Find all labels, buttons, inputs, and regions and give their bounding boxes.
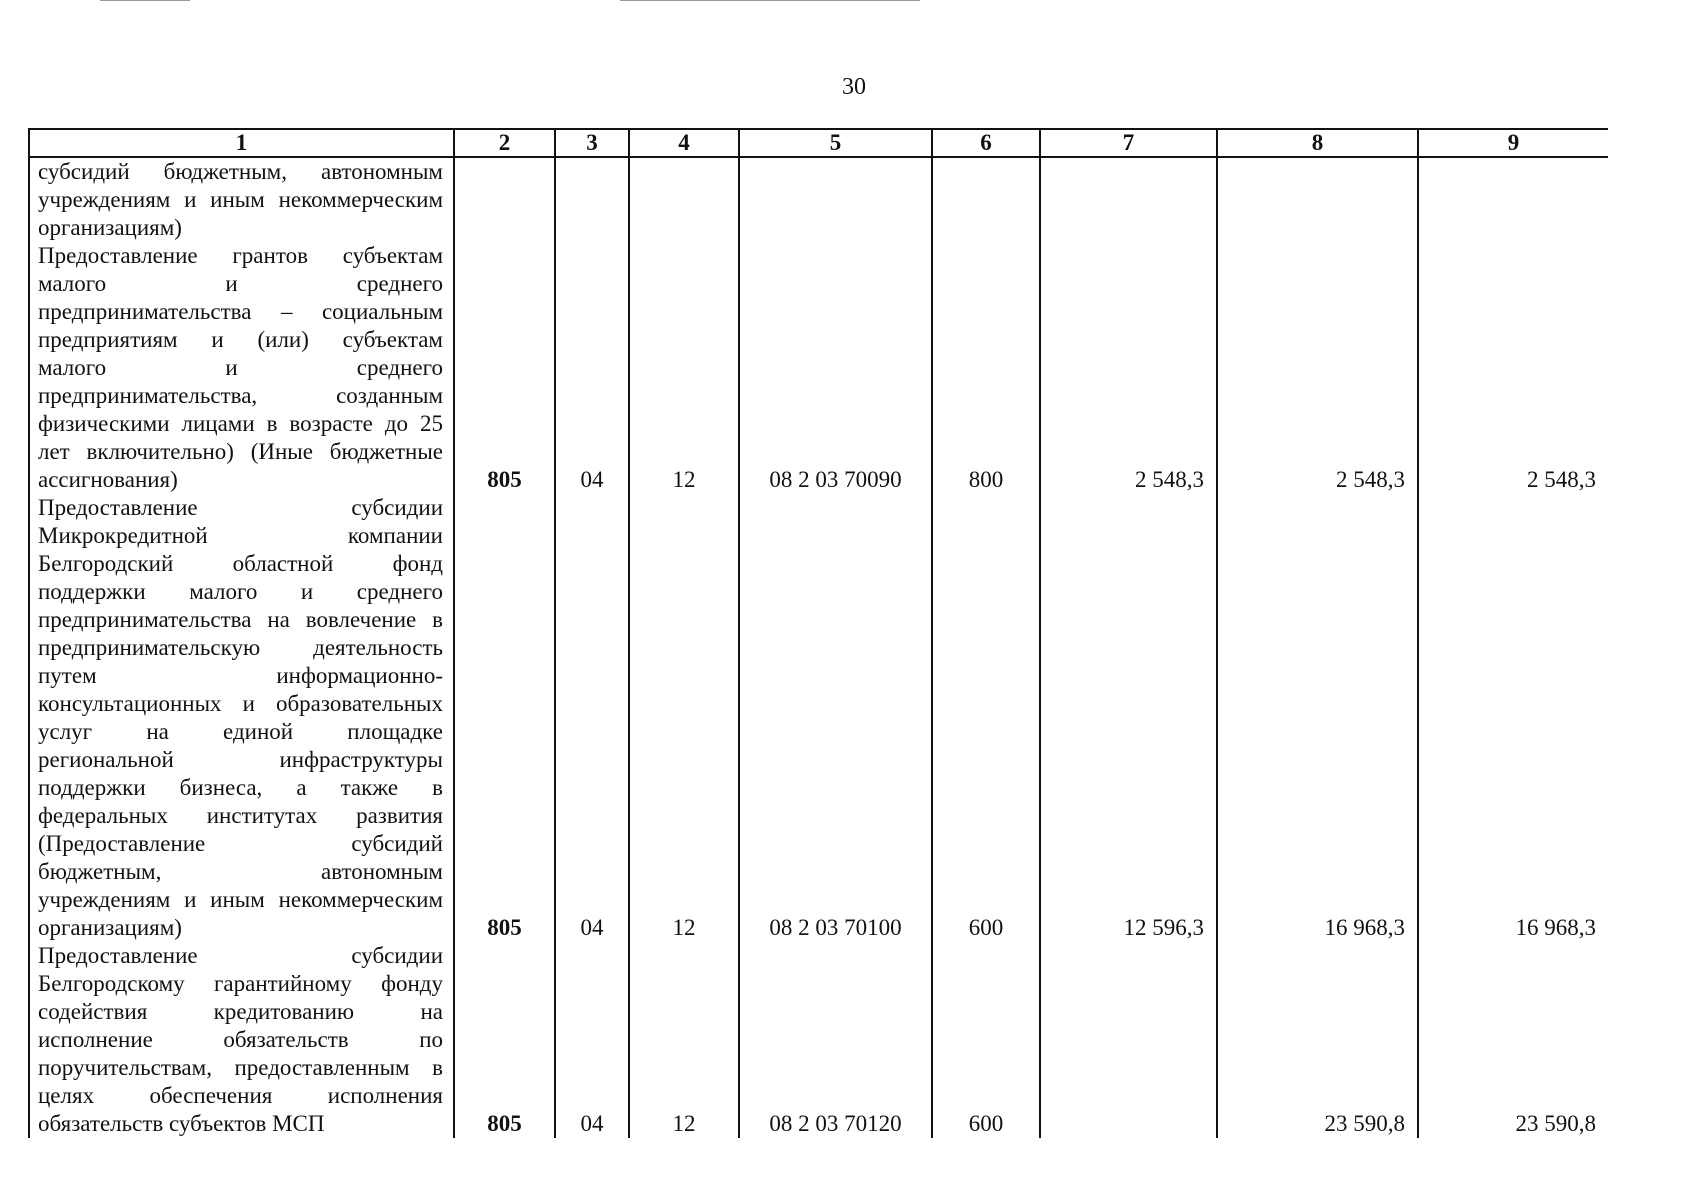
header-col-8: 8 xyxy=(1217,129,1418,157)
table-row xyxy=(29,494,1608,942)
cell-amount-col7 xyxy=(1040,157,1217,242)
cell-target-article xyxy=(739,157,932,242)
table-body xyxy=(29,157,1608,1138)
description-line: субсидий бюджетным, автономным xyxy=(38,159,443,184)
description-line: Предоставление субсидии xyxy=(38,943,443,968)
cell-amount-col9: 16 968,3 xyxy=(1418,494,1608,942)
header-col-7: 7 xyxy=(1040,129,1217,157)
cell-ministry-code: 805 xyxy=(454,942,555,1138)
header-col-1: 1 xyxy=(29,129,454,157)
cell-target-article: 08 2 03 70120 xyxy=(739,942,932,1138)
description-line: содействия кредитованию на xyxy=(38,999,443,1024)
header-row xyxy=(29,129,1608,157)
header-col-5: 5 xyxy=(739,129,932,157)
description-line: организациям) xyxy=(38,915,182,940)
cell-amount-col8 xyxy=(1217,157,1418,242)
description-line: малого и среднего xyxy=(38,355,443,380)
cell-amount-col8: 16 968,3 xyxy=(1217,494,1418,942)
header-col-9: 9 xyxy=(1418,129,1608,157)
description-line: Белгородскому гарантийному фонду xyxy=(38,971,443,996)
description-line: предприятиям и (или) субъектам xyxy=(38,327,443,352)
cell-subsection: 12 xyxy=(629,494,739,942)
table-row xyxy=(29,157,1608,242)
table-row xyxy=(29,942,1608,1138)
row-description xyxy=(29,494,454,942)
description-line: (Предоставление субсидий xyxy=(38,831,443,856)
header-col-3: 3 xyxy=(555,129,629,157)
cell-amount-col8: 2 548,3 xyxy=(1217,242,1418,494)
description-line: малого и среднего xyxy=(38,271,443,296)
row-description xyxy=(29,942,454,1138)
cell-expense-type: 800 xyxy=(932,242,1040,494)
description-line: Предоставление субсидии xyxy=(38,495,443,520)
cell-amount-col9: 23 590,8 xyxy=(1418,942,1608,1138)
cell-target-article: 08 2 03 70100 xyxy=(739,494,932,942)
description-line: исполнение обязательств по xyxy=(38,1027,443,1052)
cell-section: 04 xyxy=(555,942,629,1138)
cell-target-article: 08 2 03 70090 xyxy=(739,242,932,494)
description-line: предпринимательства, созданным xyxy=(38,383,443,408)
description-line: путем информационно- xyxy=(38,663,443,688)
cell-ministry-code: 805 xyxy=(454,494,555,942)
header-col-2: 2 xyxy=(454,129,555,157)
table-row xyxy=(29,242,1608,494)
cell-amount-col9: 2 548,3 xyxy=(1418,242,1608,494)
description-line: целях обеспечения исполнения xyxy=(38,1083,443,1108)
description-line: бюджетным, автономным xyxy=(38,859,443,884)
description-line: обязательств субъектов МСП xyxy=(38,1111,325,1136)
description-line: федеральных институтах развития xyxy=(38,803,443,828)
description-line: поддержки малого и среднего xyxy=(38,579,443,604)
cell-subsection: 12 xyxy=(629,242,739,494)
description-line: поручительствам, предоставленным в xyxy=(38,1055,443,1080)
description-line: учреждениям и иным некоммерческим xyxy=(38,187,443,212)
description-line: предпринимательства – социальным xyxy=(38,299,443,324)
cell-expense-type xyxy=(932,157,1040,242)
cell-amount-col9 xyxy=(1418,157,1608,242)
description-line: региональной инфраструктуры xyxy=(38,747,443,772)
description-line: предпринимательства на вовлечение в xyxy=(38,607,443,632)
description-line: Белгородский областной фонд xyxy=(38,551,443,576)
cell-ministry-code xyxy=(454,157,555,242)
description-line: физическими лицами в возрасте до 25 xyxy=(38,411,443,436)
row-description xyxy=(29,157,454,242)
budget-table xyxy=(28,128,1608,1138)
cell-subsection xyxy=(629,157,739,242)
description-line: лет включительно) (Иные бюджетные xyxy=(38,439,443,464)
description-line: Микрокредитной компании xyxy=(38,523,443,548)
scan-artifact-line xyxy=(620,0,920,1)
description-line: учреждениям и иным некоммерческим xyxy=(38,887,443,912)
description-line: консультационных и образовательных xyxy=(38,691,443,716)
description-line: ассигнования) xyxy=(38,467,178,492)
budget-table-container xyxy=(28,128,1608,1140)
header-col-4: 4 xyxy=(629,129,739,157)
cell-amount-col7: 12 596,3 xyxy=(1040,494,1217,942)
scan-artifact-line xyxy=(100,0,190,1)
description-line: поддержки бизнеса, а также в xyxy=(38,775,443,800)
cell-section: 04 xyxy=(555,242,629,494)
cell-ministry-code: 805 xyxy=(454,242,555,494)
description-line: организациям) xyxy=(38,215,182,240)
cell-amount-col8: 23 590,8 xyxy=(1217,942,1418,1138)
cell-amount-col7: 2 548,3 xyxy=(1040,242,1217,494)
cell-amount-col7 xyxy=(1040,942,1217,1138)
cell-section: 04 xyxy=(555,494,629,942)
header-col-6: 6 xyxy=(932,129,1040,157)
page-number: 30 xyxy=(842,74,866,100)
cell-section xyxy=(555,157,629,242)
description-line: Предоставление грантов субъектам xyxy=(38,243,443,268)
cell-expense-type: 600 xyxy=(932,494,1040,942)
description-line: услуг на единой площадке xyxy=(38,719,443,744)
row-description xyxy=(29,242,454,494)
cell-expense-type: 600 xyxy=(932,942,1040,1138)
cell-subsection: 12 xyxy=(629,942,739,1138)
description-line: предпринимательскую деятельность xyxy=(38,635,443,660)
